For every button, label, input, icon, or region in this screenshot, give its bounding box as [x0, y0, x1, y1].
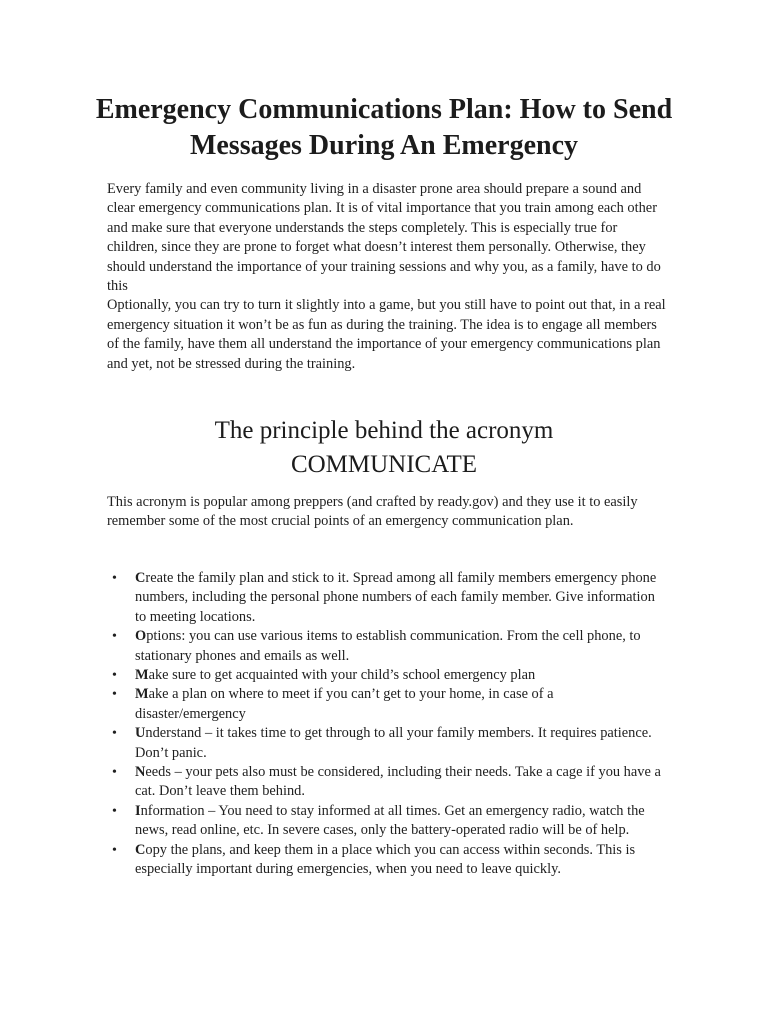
- list-item: [107, 802, 667, 841]
- bullet-icon: •: [112, 803, 117, 819]
- bullet-icon: •: [112, 842, 117, 858]
- item-text: ptions: you can use various items to establish communication. From the cell phone, to stationary phones and emails as well.: [135, 628, 641, 664]
- intro-section: [107, 180, 667, 374]
- item-text: eeds – your pets also must be considered, including their needs. Take a cage if you have a cat. Don’t leave them behind.: [135, 764, 661, 800]
- bullet-icon: •: [112, 668, 117, 684]
- item-initial: N: [135, 764, 146, 781]
- bullet-icon: •: [112, 629, 117, 645]
- article-title: Emergency Communications Plan: How to Send Messages During An Emergency: [95, 94, 673, 161]
- bullet-icon: •: [112, 765, 117, 781]
- acronym-list: [107, 569, 667, 880]
- bullet-icon: •: [112, 726, 117, 742]
- item-text: nderstand – it takes time to get through to all your family members. It requires patience. Don’t panic.: [135, 725, 652, 761]
- item-text: ake a plan on where to meet if you can’t get to your home, in case of a disaster/emergency: [135, 686, 554, 722]
- item-initial: M: [135, 667, 149, 684]
- item-text: reate the family plan and stick to it. Spread among all family members emergency phone numbers, including the personal phone numbers of each family member. Give information to meeting locations.: [135, 570, 657, 625]
- list-item: [107, 685, 667, 724]
- list-item: [107, 841, 667, 880]
- bullet-icon: •: [112, 571, 117, 586]
- item-initial: U: [135, 725, 146, 742]
- bullet-icon: •: [112, 687, 117, 703]
- item-initial: M: [135, 686, 149, 703]
- acronym-intro-paragraph: This acronym is popular among preppers (and crafted by ready.gov) and they use it to easily remember some of the most crucial points of an emergency communication plan.: [107, 494, 638, 530]
- item-initial: O: [135, 628, 147, 645]
- item-initial: I: [135, 802, 141, 819]
- list-item: [107, 666, 667, 685]
- item-text: ake sure to get acquainted with your child’s school emergency plan: [148, 667, 536, 684]
- intro-paragraph: Every family and even community living in a disaster prone area should prepare a sound and clear emergency communications plan. It is of vital importance that you train among each other and make sure that everyone understands the steps completely. This is especially true for children, since they are prone to forget what doesn’t interest them personally. Otherwise, they should understand the importance of your training sessions and why you, as a family, have to do this: [107, 181, 661, 295]
- section-heading: The principle behind the acronym COMMUNICATE: [214, 417, 554, 478]
- item-initial: C: [135, 570, 146, 586]
- item-text: opy the plans, and keep them in a place which you can access within seconds. This is especially important during emergencies, when you need to leave quickly.: [135, 841, 636, 878]
- item-text: nformation – You need to stay informed at all times. Get an emergency radio, watch the news, read online, etc. In severe cases, only the battery-operated radio will be of help.: [135, 802, 645, 839]
- item-initial: C: [135, 841, 146, 858]
- intro-paragraph: Optionally, you can try to turn it slightly into a game, but you still have to point out that, in a real emergency situation it won’t be as fun as during the training. The idea is to engage all members of the family, have them all understand the importance of your emergency communications plan and yet, not be stressed during the training.: [107, 297, 666, 372]
- list-item: [107, 569, 667, 627]
- list-item: [107, 724, 667, 763]
- list-item: [107, 763, 667, 802]
- list-item: [107, 627, 667, 666]
